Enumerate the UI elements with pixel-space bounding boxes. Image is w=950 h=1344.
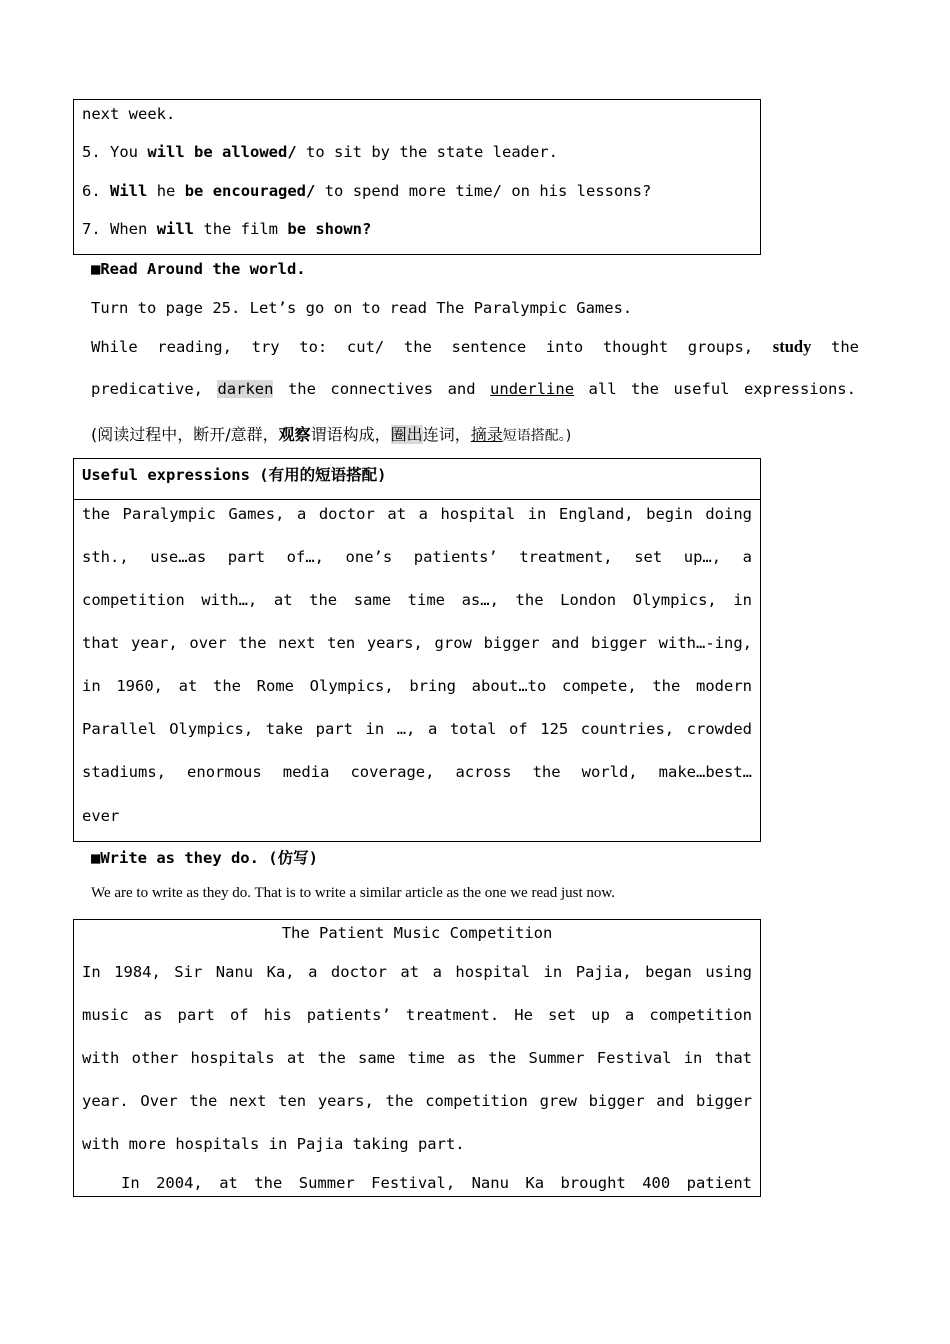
useful-line: sth., use…as part of…, one’s patients’ treatment, set up…, a xyxy=(82,548,752,566)
read-instruction-while: While reading, try to: cut/ the sentence into thought groups, study the xyxy=(91,337,859,356)
sentence-line-6: 6. Will he be encouraged/ to spend more time/ on his lessons? xyxy=(82,182,652,200)
read-instruction-turn: Turn to page 25. Let’s go on to read The Paralympic Games. xyxy=(91,299,633,317)
article-line: with more hospitals in Pajia taking part. xyxy=(82,1135,465,1153)
useful-line: Parallel Olympics, take part in …, a total of 125 countries, crowded xyxy=(82,720,752,738)
article-line: with other hospitals at the same time as the Summer Festival in that xyxy=(82,1049,752,1067)
underline-sample: underline xyxy=(490,380,575,398)
write-heading: ■Write as they do. (仿写) xyxy=(91,849,318,867)
sentence-line-5: 5. You will be allowed/ to sit by the state leader. xyxy=(82,143,558,161)
darken-highlight: darken xyxy=(217,380,274,398)
sentence-line-0: next week. xyxy=(82,105,176,123)
useful-line: the Paralympic Games, a doctor at a hospital in England, begin doing xyxy=(82,505,752,523)
article-title: The Patient Music Competition xyxy=(281,924,553,942)
useful-line: in 1960, at the Rome Olympics, bring about…to compete, the modern xyxy=(82,677,752,695)
read-instruction-chinese: (阅读过程中，断开/意群，观察谓语构成，圈出连词，摘录短语搭配。) xyxy=(91,425,572,444)
read-instruction-predicative: predicative, darken the connectives and underline all the useful expressions. xyxy=(91,380,856,398)
useful-line: stadiums, enormous media coverage, across the world, make…best… xyxy=(82,763,752,781)
article-line: In 1984, Sir Nanu Ka, a doctor at a hospital in Pajia, began using xyxy=(82,963,752,981)
article-line: In 2004, at the Summer Festival, Nanu Ka brought 400 patient xyxy=(121,1174,752,1192)
read-heading: ■Read Around the world. xyxy=(91,260,306,278)
useful-expressions-divider xyxy=(73,499,761,500)
useful-expressions-header: Useful expressions (有用的短语搭配) xyxy=(82,466,387,484)
article-line: year. Over the next ten years, the competition grew bigger and bigger xyxy=(82,1092,752,1110)
article-line: music as part of his patients’ treatment. He set up a competition xyxy=(82,1006,752,1024)
useful-line: ever xyxy=(82,807,120,825)
write-intro: We are to write as they do. That is to write a similar article as the one we read just now. xyxy=(91,885,616,901)
sentence-line-7: 7. When will the film be shown? xyxy=(82,220,372,238)
useful-line: competition with…, at the same time as…, the London Olympics, in xyxy=(82,591,752,609)
useful-line: that year, over the next ten years, grow bigger and bigger with…-ing, xyxy=(82,634,752,652)
